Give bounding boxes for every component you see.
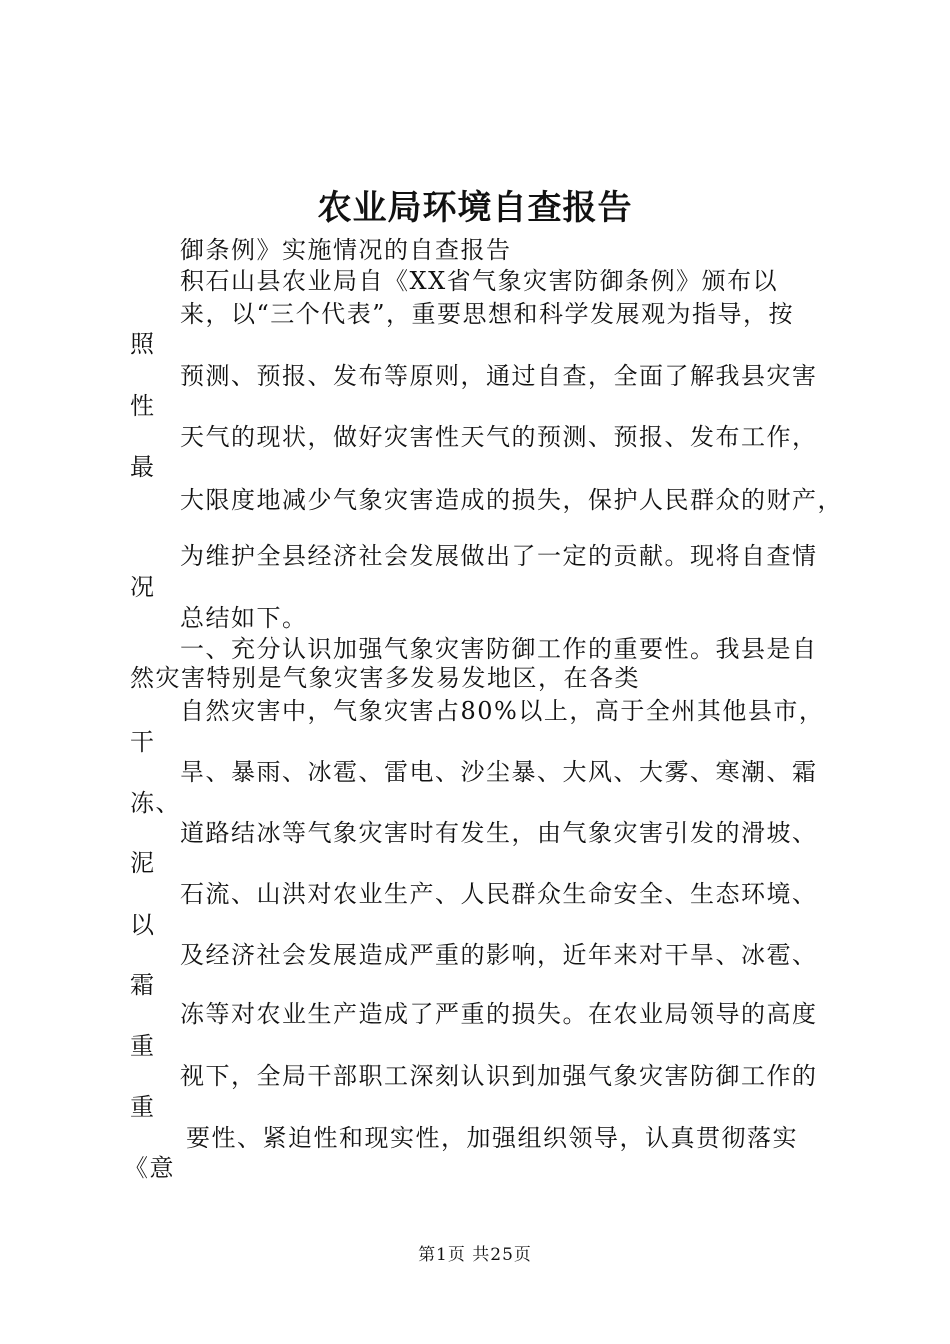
body-line: 石流、山洪对农业生产、人民群众生命安全、生态环境、: [180, 880, 818, 908]
body-line: 道路结冰等气象灾害时有发生，由气象灾害引发的滑坡、: [180, 819, 818, 847]
body-line: 总结如下。: [180, 604, 308, 632]
body-line: 以: [130, 911, 156, 939]
body-line: 最: [130, 453, 156, 481]
body-line: 自然灾害中，气象灾害占80%以上，高于全州其他县市，: [180, 697, 825, 725]
body-line: 大限度地减少气象灾害造成的损失，保护人民群众的财产，: [180, 486, 843, 514]
body-line: 天气的现状，做好灾害性天气的预测、预报、发布工作，: [180, 423, 818, 451]
body-line: 干: [130, 728, 156, 756]
body-line: 预测、预报、发布等原则，通过自查，全面了解我县灾害: [180, 362, 818, 390]
body-line: 性: [130, 392, 156, 420]
body-line: 一、充分认识加强气象灾害防御工作的重要性。我县是自: [180, 635, 818, 663]
body-line: 重: [130, 1032, 156, 1060]
page-indicator: 第1页 共25页: [418, 1245, 532, 1265]
body-line: 要性、紧迫性和现实性，加强组织领导，认真贯彻落实: [186, 1124, 798, 1152]
body-line: 泥: [130, 849, 156, 877]
body-line: 及经济社会发展造成严重的影响，近年来对干旱、冰雹、: [180, 941, 818, 969]
body-line: 《意: [124, 1154, 175, 1182]
body-line: 为维护全县经济社会发展做出了一定的贡献。现将自查情: [180, 542, 818, 570]
body-line: 视下，全局干部职工深刻认识到加强气象灾害防御工作的: [180, 1062, 818, 1090]
body-line: 积石山县农业局自《XX省气象灾害防御条例》颁布以: [180, 267, 779, 295]
body-line: 霜: [130, 971, 156, 999]
body-line: 照: [130, 330, 156, 358]
document-title: 农业局环境自查报告: [317, 188, 633, 228]
body-line: 重: [130, 1093, 156, 1121]
body-line: 旱、暴雨、冰雹、雷电、沙尘暴、大风、大雾、寒潮、霜: [180, 758, 818, 786]
body-line: 来，以“三个代表”，重要思想和科学发展观为指导，按: [180, 300, 795, 328]
body-line: 然灾害特别是气象灾害多发易发地区，在各类: [130, 664, 640, 692]
body-line: 况: [130, 573, 156, 601]
body-line: 冻等对农业生产造成了严重的损失。在农业局领导的高度: [180, 1000, 818, 1028]
body-line: 御条例》实施情况的自查报告: [180, 236, 512, 264]
body-line: 冻、: [130, 789, 181, 817]
